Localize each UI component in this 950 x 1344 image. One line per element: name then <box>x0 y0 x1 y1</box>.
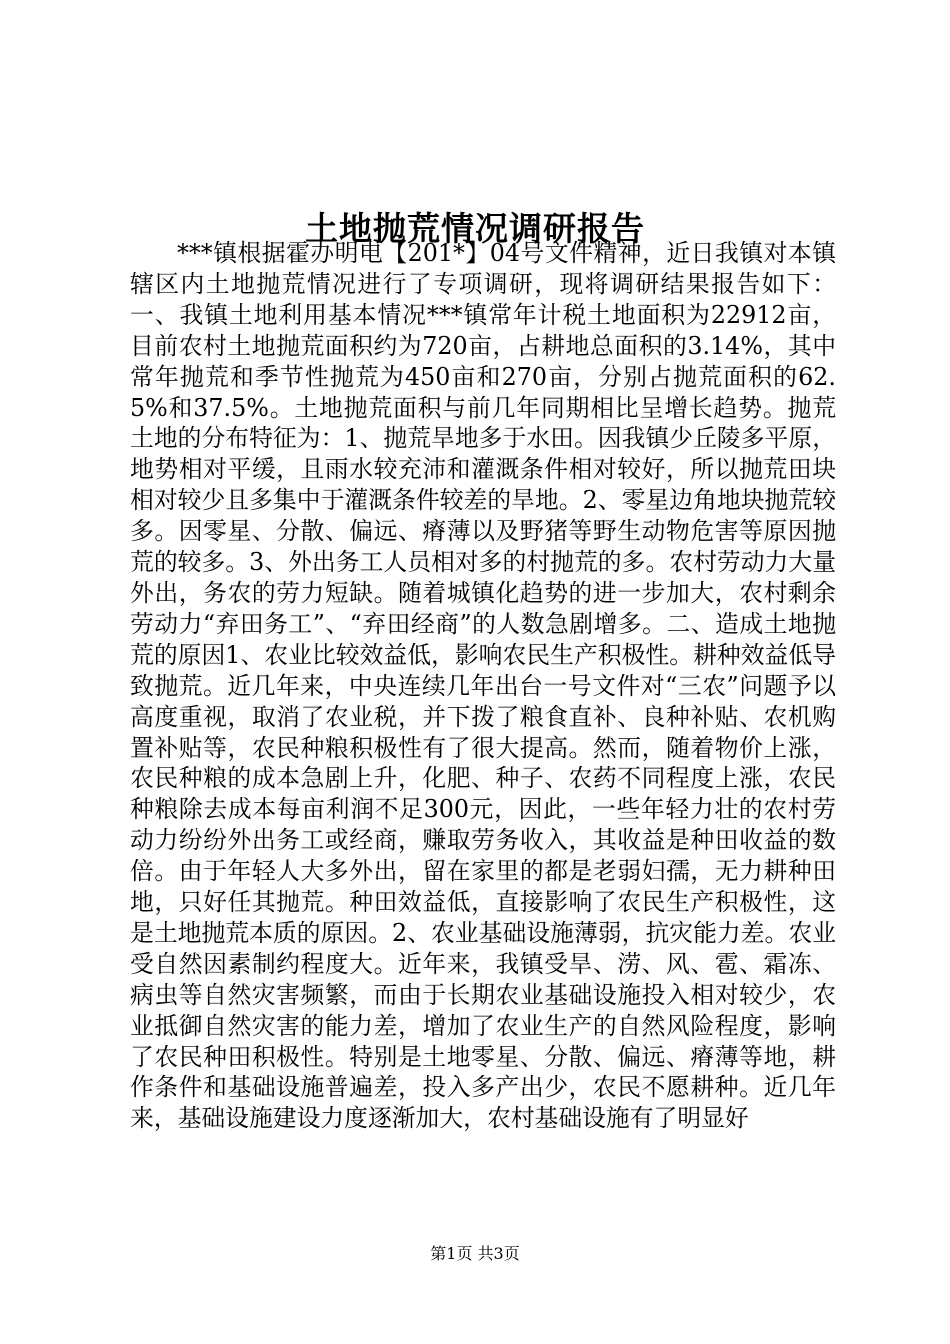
document-title: 土地抛荒情况调研报告 <box>305 209 645 249</box>
page-number: 第1页 共3页 <box>430 1244 520 1263</box>
document-body: ***镇根据霍办明电【201*】04号文件精神，近日我镇对本镇辖区内土地抛荒情况进行了专项调研，现将调研结果报告如下：一、我镇土地利用基本情况***镇常年计税土地面积为22912亩，目前农村土地抛荒面积约为720亩，占耕地总面积的3.14%，其中常年抛荒和季节性抛荒为450亩和270亩，分别占抛荒面积的62.5%和37.5%。土地抛荒面积与前几年同期相比呈增长趋势。抛荒土地的分布特征为：1、抛荒旱地多于水田。因我镇少丘陵多平原，地势相对平缓，且雨水较充沛和灌溉条件相对较好，所以抛荒田块相对较少且多集中于灌溉条件较差的旱地。2、零星边角地块抛荒较多。因零星、分散、偏远、瘠薄以及野猪等野生动物危害等原因抛荒的较多。3、外出务工人员相对多的村抛荒的多。农村劳动力大量外出，务农的劳力短缺。随着城镇化趋势的进一步加大，农村剩余劳动力“弃田务工”、“弃田经商”的人数急剧增多。二、造成土地抛荒的原因1、农业比较效益低，影响农民生产积极性。耕种效益低导致抛荒。近几年来，中央连续几年出台一号文件对“三农”问题予以高度重视，取消了农业税，并下拨了粮食直补、良种补贴、农机购置补贴等，农民种粮积极性有了很大提高。然而，随着物价上涨，农民种粮的成本急剧上升，化肥、种子、农药不同程度上涨，农民种粮除去成本每亩利润不足300元，因此，一些年轻力壮的农村劳动力纷纷外出务工或经商，赚取劳务收入，其收益是种田收益的数倍。由于年轻人大多外出，留在家里的都是老弱妇孺，无力耕种田地，只好任其抛荒。种田效益低，直接影响了农民生产积极性，这是土地抛荒本质的原因。2、农业基础设施薄弱，抗灾能力差。农业受自然因素制约程度大。近年来，我镇受旱、涝、风、雹、霜冻、病虫等自然灾害频繁，而由于长期农业基础设施投入相对较少，农业抵御自然灾害的能力差，增加了农业生产的自然风险程度，影响了农民种田积极性。特别是土地零星、分散、偏远、瘠薄等地，耕作条件和基础设施普遍差，投入多产出少，农民不愿耕种。近几年来，基础设施建设力度逐渐加大，农村基础设施有了明显好 <box>130 239 836 1133</box>
